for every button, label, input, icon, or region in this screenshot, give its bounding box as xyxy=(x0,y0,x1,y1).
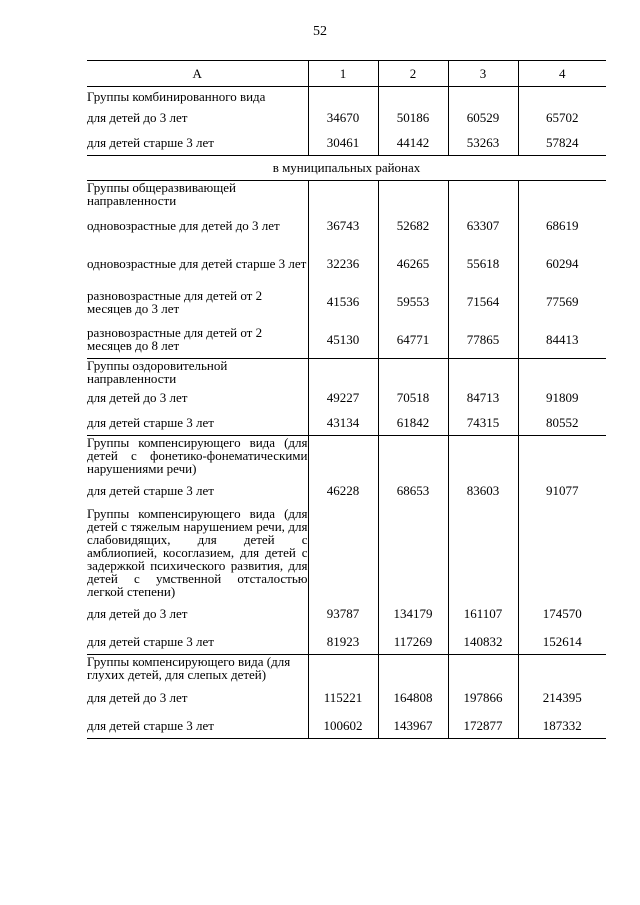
value-cell: 174570 xyxy=(518,598,606,630)
table-row xyxy=(87,245,606,283)
value-cell: 143967 xyxy=(378,713,448,738)
page-number: 52 xyxy=(313,24,327,39)
value-cell: 68653 xyxy=(378,475,448,507)
value-cell: 83603 xyxy=(448,475,518,507)
group-label: Группы компенсирующего вида (для детей с фонетико-фонематическими нарушениями речи) xyxy=(87,434,308,476)
value-cell: 140832 xyxy=(448,630,518,655)
section-row xyxy=(87,155,606,180)
value-cell: 77865 xyxy=(448,321,518,359)
table-row xyxy=(87,410,606,435)
group-label: Группы оздоровительной направленности xyxy=(87,359,308,386)
value-cell: 61842 xyxy=(378,410,448,435)
value-cell: 34670 xyxy=(308,105,378,130)
row-label: для детей старше 3 лет xyxy=(87,713,308,738)
value-cell: 32236 xyxy=(308,245,378,283)
group-label: Группы компенсирующего вида (для глухих детей, для слепых детей) xyxy=(87,655,308,682)
value-cell: 59553 xyxy=(378,283,448,321)
table-row xyxy=(87,681,606,713)
value-cell: 41536 xyxy=(308,283,378,321)
value-cell: 43134 xyxy=(308,410,378,435)
value-cell: 53263 xyxy=(448,130,518,155)
tariff-table xyxy=(87,60,606,739)
value-cell: 36743 xyxy=(308,207,378,245)
value-cell: 115221 xyxy=(308,681,378,713)
table-row xyxy=(87,130,606,155)
value-cell: 65702 xyxy=(518,105,606,130)
value-cell: 77569 xyxy=(518,283,606,321)
value-cell: 84713 xyxy=(448,385,518,410)
group-row xyxy=(87,180,606,207)
table-row xyxy=(87,385,606,410)
group-row xyxy=(87,507,606,598)
value-cell: 91077 xyxy=(518,475,606,507)
value-cell: 81923 xyxy=(308,630,378,655)
table-row xyxy=(87,713,606,738)
value-cell: 161107 xyxy=(448,598,518,630)
value-cell: 93787 xyxy=(308,598,378,630)
header-cell: 4 xyxy=(518,61,606,87)
group-label: Группы компенсирующего вида (для детей с тяжелым нарушением речи, для слабовидящих, для детей с амблиопией, косоглазием, для детей с задержкой психического развития, для детей с умственной отсталостью легкой степени) xyxy=(87,505,308,599)
header-cell: 3 xyxy=(448,61,518,87)
value-cell: 84413 xyxy=(518,321,606,359)
value-cell: 187332 xyxy=(518,713,606,738)
group-label: Группы комбинированного вида xyxy=(87,88,266,104)
table-row xyxy=(87,630,606,655)
table-row xyxy=(87,475,606,507)
section-label: в муниципальных районах xyxy=(87,155,606,180)
table-row xyxy=(87,598,606,630)
row-label: одновозрастные для детей старше 3 лет xyxy=(87,256,307,271)
table-row xyxy=(87,207,606,245)
value-cell: 134179 xyxy=(378,598,448,630)
group-row xyxy=(87,87,606,106)
value-cell: 60294 xyxy=(518,245,606,283)
value-cell: 172877 xyxy=(448,713,518,738)
row-label: для детей до 3 лет xyxy=(87,606,188,621)
header-cell: А xyxy=(87,61,308,87)
group-row xyxy=(87,655,606,682)
row-label: для детей до 3 лет xyxy=(87,110,188,125)
row-label: одновозрастные для детей до 3 лет xyxy=(87,218,280,233)
table-row xyxy=(87,321,606,359)
row-label: для детей старше 3 лет xyxy=(87,414,214,430)
row-label: для детей старше 3 лет xyxy=(87,634,214,650)
value-cell: 55618 xyxy=(448,245,518,283)
value-cell: 44142 xyxy=(378,130,448,155)
value-cell: 64771 xyxy=(378,321,448,359)
table-row xyxy=(87,283,606,321)
group-row xyxy=(87,359,606,386)
value-cell: 197866 xyxy=(448,681,518,713)
row-label: для детей старше 3 лет xyxy=(87,134,214,150)
value-cell: 52682 xyxy=(378,207,448,245)
row-label: разновозрастные для детей от 2 месяцев до 3 лет xyxy=(87,287,263,316)
value-cell: 60529 xyxy=(448,105,518,130)
group-row xyxy=(87,435,606,475)
value-cell: 49227 xyxy=(308,385,378,410)
value-cell: 50186 xyxy=(378,105,448,130)
value-cell: 68619 xyxy=(518,207,606,245)
value-cell: 71564 xyxy=(448,283,518,321)
value-cell: 152614 xyxy=(518,630,606,655)
table-header-row xyxy=(87,61,606,87)
value-cell: 80552 xyxy=(518,410,606,435)
value-cell: 63307 xyxy=(448,207,518,245)
row-label: для детей до 3 лет xyxy=(87,689,188,705)
value-cell: 214395 xyxy=(518,681,606,713)
value-cell: 30461 xyxy=(308,130,378,155)
header-cell: 2 xyxy=(378,61,448,87)
header-cell: 1 xyxy=(308,61,378,87)
table-row xyxy=(87,105,606,130)
value-cell: 117269 xyxy=(378,630,448,655)
group-label: Группы общеразвивающей направленности xyxy=(87,179,237,208)
value-cell: 74315 xyxy=(448,410,518,435)
row-label: для детей до 3 лет xyxy=(87,390,188,405)
row-label: разновозрастные для детей от 2 месяцев до 8 лет xyxy=(87,325,263,354)
value-cell: 100602 xyxy=(308,713,378,738)
value-cell: 91809 xyxy=(518,385,606,410)
value-cell: 57824 xyxy=(518,130,606,155)
value-cell: 164808 xyxy=(378,681,448,713)
value-cell: 46228 xyxy=(308,475,378,507)
value-cell: 70518 xyxy=(378,385,448,410)
value-cell: 46265 xyxy=(378,245,448,283)
value-cell: 45130 xyxy=(308,321,378,359)
row-label: для детей старше 3 лет xyxy=(87,483,214,498)
